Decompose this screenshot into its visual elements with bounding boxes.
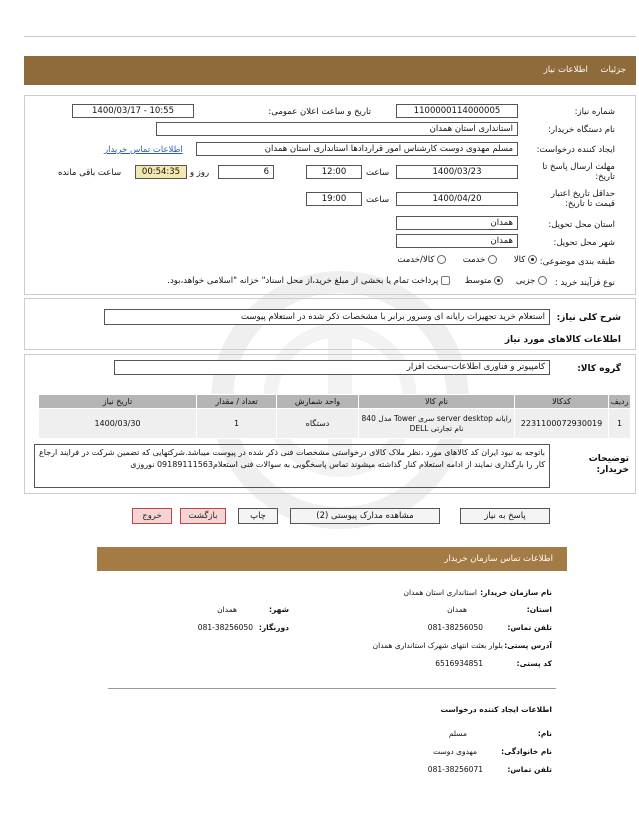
contact-address: بلوار بعثت انتهای شهرک استانداری همدان — [372, 641, 503, 650]
days-field: 6 — [218, 165, 274, 179]
contact-city-label: شهر: — [269, 605, 289, 614]
goods-section-title: اطلاعات کالاهای مورد نیاز — [504, 335, 621, 345]
radio-goods[interactable] — [528, 255, 537, 264]
validity-label: حداقل تاریخ اعتبار قیمت تا تاریخ: — [550, 189, 615, 209]
creator-first-name-label: نام: — [537, 729, 552, 738]
cell-name: رایانه server desktop سری Tower مدل 840 نام تجارتی DELL — [359, 409, 515, 439]
back-button[interactable]: بازگشت — [180, 508, 226, 524]
summary-field: استعلام خرید تجهیزات رایانه ای وسرور برابر با مشخصات ذکر شده در استعلام پیوست — [104, 309, 550, 325]
col-code: کدکالا — [515, 395, 609, 409]
contact-postal: 6516934851 — [435, 659, 483, 668]
announce-label: تاریخ و ساعت اعلان عمومی: — [268, 107, 371, 117]
creator-section-title: اطلاعات ایجاد کننده درخواست — [440, 705, 552, 714]
header-subtitle[interactable]: اطلاعات نیاز — [543, 65, 588, 75]
province-field: همدان — [396, 216, 518, 230]
category-options — [397, 255, 537, 265]
deadline-label: مهلت ارسال پاسخ تا تاریخ: — [542, 162, 615, 182]
creator-phone-label: تلفن تماس: — [507, 765, 552, 774]
goods-group-label: گروه کالا: — [577, 364, 621, 374]
goods-table — [38, 394, 631, 439]
treasury-checkbox[interactable] — [441, 276, 450, 285]
contact-address-label: آدرس پستی: — [504, 641, 552, 650]
deadline-time-label: ساعت — [366, 168, 390, 178]
col-row: ردیف — [609, 395, 631, 409]
need-number-label: شماره نیاز: — [574, 107, 615, 117]
contact-postal-label: کد پستی: — [516, 659, 552, 668]
contact-fax: 081-38256050 — [197, 623, 253, 632]
creator-last-name-label: نام خانوادگی: — [501, 747, 552, 756]
exit-button[interactable]: خروج — [132, 508, 172, 524]
validity-time-label: ساعت — [366, 195, 390, 205]
buyer-notes-label: توضیحات خریدار: — [588, 454, 629, 475]
province-label: استان محل تحویل: — [548, 220, 615, 230]
buyer-contact-link[interactable]: اطلاعات تماس خریدار — [104, 145, 183, 155]
top-divider — [24, 36, 636, 37]
print-button[interactable]: چاپ — [238, 508, 278, 524]
validity-time-field: 19:00 — [306, 192, 362, 206]
col-name: نام کالا — [359, 395, 515, 409]
announce-field: 1400/03/17 - 10:55 — [72, 104, 194, 118]
radio-service-label: خدمت — [462, 255, 486, 265]
contact-phone-label: تلفن تماس: — [507, 623, 552, 632]
table-row — [39, 409, 631, 439]
creator-phone: 081-38256071 — [427, 765, 483, 774]
need-number-field: 1100000114000005 — [396, 104, 518, 118]
buyer-notes-field: باتوجه به نبود ایران کد کالاهای مورد ،نظر ملاک کالای درخواستی مشخصات فنی ذکر شده در پیوست میباشد.شرکتهایی که تضمین شرکت در فرایند ارجاع کار را بارگذاری نمایند از ادامه استعلام کنار گذاشته میشوند تماس پاسخگویی به سوالات فنی استعلام09189111563 نوروزی — [34, 444, 550, 488]
validity-date-field: 1400/04/20 — [396, 192, 518, 206]
cell-row: 1 — [609, 409, 631, 439]
cell-unit: دستگاه — [277, 409, 359, 439]
col-qty: تعداد / مقدار — [197, 395, 277, 409]
cell-qty: 1 — [197, 409, 277, 439]
category-label: طبقه بندی موضوعی: — [539, 257, 615, 267]
radio-medium[interactable] — [494, 276, 503, 285]
contact-header: اطلاعات تماس سازمان خریدار — [97, 547, 567, 571]
contact-org: استانداری استان همدان — [403, 588, 477, 597]
summary-label: شرح کلی نیاز: — [556, 313, 621, 323]
col-unit: واحد شمارش — [277, 395, 359, 409]
city-field: همدان — [396, 234, 518, 248]
contact-city: همدان — [217, 605, 237, 614]
goods-table-header — [39, 395, 631, 409]
days-label: روز و — [190, 168, 210, 178]
cell-date: 1400/03/30 — [39, 409, 197, 439]
buyer-org-field: استانداری استان همدان — [156, 122, 518, 136]
deadline-time-field: 12:00 — [306, 165, 362, 179]
deadline-date-field: 1400/03/23 — [396, 165, 518, 179]
remaining-label: ساعت باقی مانده — [58, 168, 122, 178]
goods-group-field: کامپیوتر و فناوری اطلاعات-سخت افزار — [114, 360, 550, 375]
contact-org-label: نام سازمان خریدار: — [480, 588, 552, 597]
contact-divider — [108, 688, 556, 689]
remaining-time-field: 00:54:35 — [135, 165, 187, 179]
creator-label: ایجاد کننده درخواست: — [536, 145, 615, 155]
radio-partial[interactable] — [538, 276, 547, 285]
process-options — [167, 276, 547, 286]
contact-province: همدان — [447, 605, 467, 614]
attachments-button[interactable]: مشاهده مدارک پیوستی (2) — [290, 508, 440, 524]
radio-medium-label: متوسط — [464, 276, 492, 286]
header-title[interactable]: جزئیات — [600, 65, 626, 75]
radio-goods-label: کالا — [513, 255, 526, 265]
contact-fax-label: دورنگار: — [258, 623, 289, 632]
city-label: شهر محل تحویل: — [553, 238, 615, 248]
reply-button[interactable]: پاسخ به نیاز — [460, 508, 550, 524]
contact-phone: 081-38256050 — [427, 623, 483, 632]
contact-province-label: استان: — [526, 605, 552, 614]
radio-goods-service[interactable] — [437, 255, 446, 264]
radio-goods-service-label: کالا/خدمت — [397, 255, 435, 265]
creator-field: مسلم مهدوی دوست کارشناس امور قراردادها استانداری استان همدان — [196, 142, 518, 156]
process-label: نوع فرآیند خرید : — [554, 278, 615, 288]
radio-partial-label: جزیی — [515, 276, 536, 286]
page-header — [24, 56, 636, 85]
creator-last-name: مهدوی دوست — [433, 747, 477, 756]
buyer-org-label: نام دستگاه خریدار: — [548, 125, 615, 135]
cell-code: 2231100072930019 — [515, 409, 609, 439]
radio-service[interactable] — [488, 255, 497, 264]
treasury-note: پرداخت تمام یا بخشی از مبلغ خرید،از محل اسناد" خزانه "اسلامی خواهد،بود. — [167, 276, 439, 286]
creator-first-name: مسلم — [448, 729, 467, 738]
col-date: تاریخ نیاز — [39, 395, 197, 409]
